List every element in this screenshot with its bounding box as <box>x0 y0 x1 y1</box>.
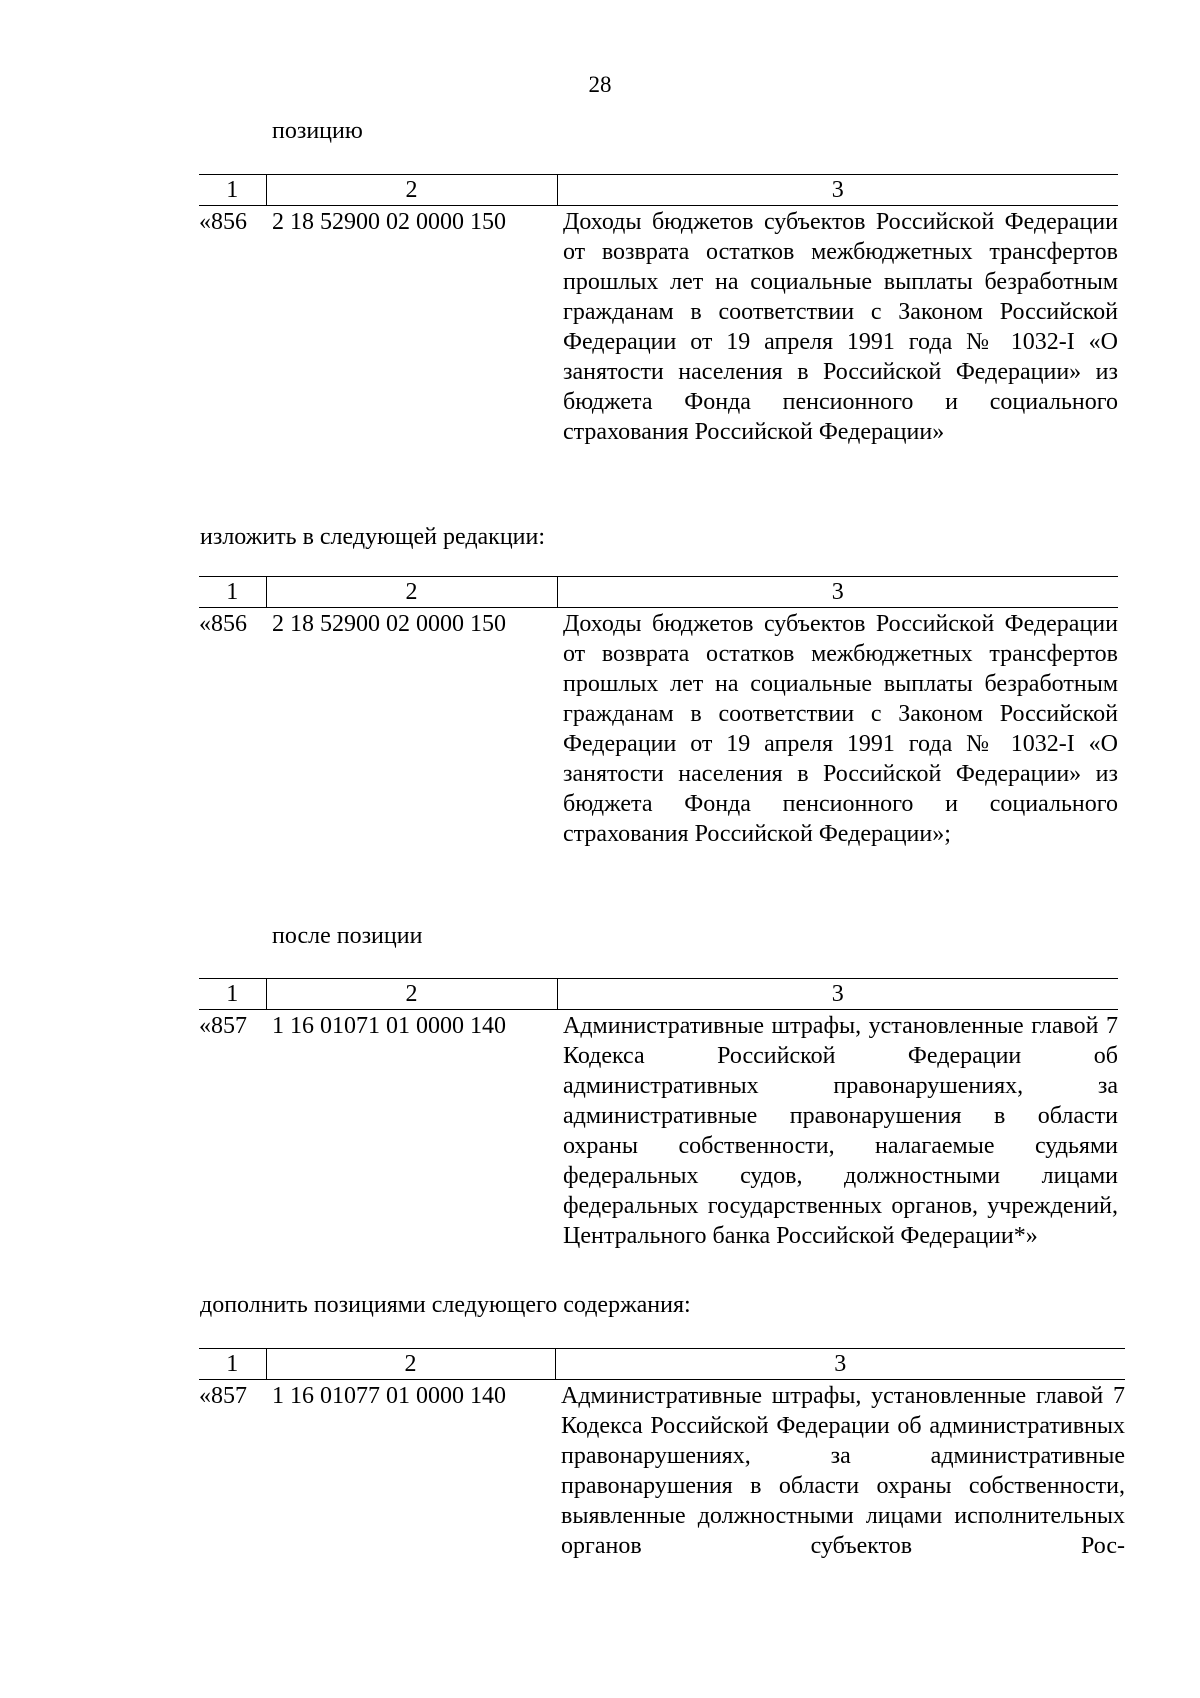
col-header-3: 3 <box>555 1349 1125 1380</box>
income-code: 2 18 52900 02 0000 150 <box>272 611 506 637</box>
col-header-1: 1 <box>199 979 266 1010</box>
col-header-1: 1 <box>199 577 266 608</box>
income-description: Административные штрафы, установленные главой 7 Кодекса Российской Федерации об административных правонарушениях, за административные правонарушения в области охраны собственности, налагаемые судьями федеральных судов, должностными лицами федеральных государственных органов, учреждений, Центрального банка Российской Федерации*» <box>563 1013 1118 1249</box>
col-header-2: 2 <box>266 979 557 1010</box>
income-description: Доходы бюджетов субъектов Российской Федерации от возврата остатков межбюджетных трансфертов прошлых лет на социальные выплаты безработным гражданам в соответствии с Законом Российской Федерации от 19 апреля 1991 года № 1032-I «О занятости населения в Российской Федерации» из бюджета Фонда пенсионного и социального страхования Российской Федерации»; <box>563 611 1118 847</box>
col-header-2: 2 <box>266 577 557 608</box>
col-header-1: 1 <box>199 175 266 206</box>
income-description: Административные штрафы, установленные главой 7 Кодекса Российской Федерации об административных правонарушениях, за административные правонарушения в области охраны собственности, выявленные должностными лицами исполнительных органов субъектов Рос- <box>561 1383 1125 1559</box>
admin-code: «857 <box>199 1013 247 1039</box>
paragraph-supplement: дополнить позициями следующего содержания: <box>200 1292 691 1318</box>
col-header-3: 3 <box>557 175 1118 206</box>
paragraph-new-edition: изложить в следующей редакции: <box>200 524 546 550</box>
table-row <box>199 1380 1125 1562</box>
table-row <box>199 206 1118 448</box>
table-supplement <box>199 1348 1125 1561</box>
col-header-3: 3 <box>557 979 1118 1010</box>
col-header-2: 2 <box>266 1349 555 1380</box>
admin-code: «856 <box>199 611 247 637</box>
col-header-2: 2 <box>266 175 557 206</box>
income-code: 2 18 52900 02 0000 150 <box>272 209 506 235</box>
income-code: 1 16 01077 01 0000 140 <box>272 1383 506 1409</box>
table-new-edition <box>199 576 1118 849</box>
table-old-position <box>199 174 1118 447</box>
paragraph-after-position: после позиции <box>272 923 423 949</box>
page-number: 28 <box>588 72 612 97</box>
admin-code: «856 <box>199 209 247 235</box>
col-header-1: 1 <box>199 1349 266 1380</box>
table-after-position <box>199 978 1118 1251</box>
income-code: 1 16 01071 01 0000 140 <box>272 1013 506 1039</box>
col-header-3: 3 <box>557 577 1118 608</box>
table-row <box>199 1010 1118 1252</box>
admin-code: «857 <box>199 1383 247 1409</box>
table-row <box>199 608 1118 850</box>
paragraph-position: позицию <box>272 118 363 144</box>
income-description: Доходы бюджетов субъектов Российской Федерации от возврата остатков межбюджетных трансфертов прошлых лет на социальные выплаты безработным гражданам в соответствии с Законом Российской Федерации от 19 апреля 1991 года № 1032-I «О занятости населения в Российской Федерации» из бюджета Фонда пенсионного и социального страхования Российской Федерации» <box>563 209 1118 445</box>
